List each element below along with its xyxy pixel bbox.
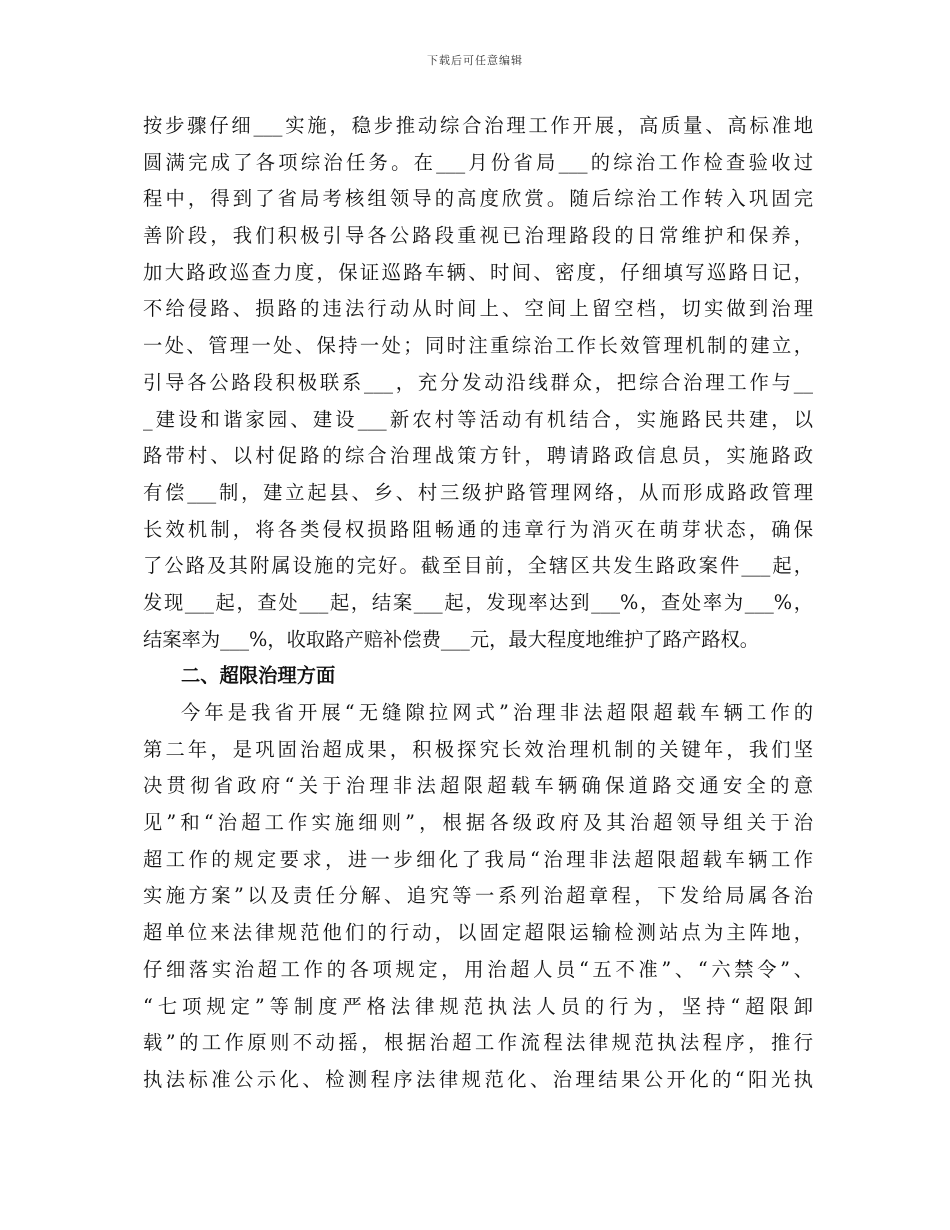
text-line: 按步骤仔细___实施，稳步推动综合治理工作开展，高质量、高标准地 — [143, 114, 813, 137]
text-line: 不给侵路、损路的违法行动从时间上、空间上留空档，切实做到治理 — [143, 297, 813, 321]
text-line: 仔细落实治超工作的各项规定，用治超人员“五不准”、“六禁令”、 — [143, 957, 813, 981]
text-line: 见”和“治超工作实施细则”，根据各级政府及其治超领导组关于治 — [143, 811, 813, 835]
text-line: 引导各公路段积极联系___，充分发动沿线群众，把综合治理工作与__ — [143, 370, 813, 394]
text-line: 路带村、以村促路的综合治理战策方针，聘请路政信息员，实施路政 — [143, 444, 813, 468]
text-line: 第二年，是巩固治超成果，积极探究长效治理机制的关键年，我们坚 — [143, 737, 813, 761]
text-line: 了公路及其附属设施的完好。截至目前，全辖区共发生路政案件___起， — [143, 554, 813, 578]
text-line: 长效机制，将各类侵权损路阻畅通的违章行为消灭在萌芽状态，确保 — [143, 517, 813, 541]
text-line: 超工作的规定要求，进一步细化了我局“治理非法超限超载车辆工作 — [143, 847, 813, 871]
paragraph-comprehensive-governance — [143, 108, 813, 658]
text-line: 圆满完成了各项综治任务。在___月份省局___的综治工作检查验收过 — [143, 150, 813, 174]
paragraph-overload-governance — [143, 695, 813, 1099]
text-line: 有偿___制，建立起县、乡、村三级护路管理网络，从而形成路政管理 — [143, 480, 813, 504]
text-line: _建设和谐家园、建设___新农村等活动有机结合，实施路民共建，以 — [143, 407, 813, 431]
text-line: 发现___起，查处___起，结案___起，发现率达到___%，查处率为___%， — [143, 590, 813, 614]
text-line: “七项规定”等制度严格法律规范执法人员的行为，坚持“超限卸 — [143, 994, 813, 1018]
text-line: 善阶段，我们积极引导各公路段重视已治理路段的日常维护和保养， — [143, 224, 813, 248]
section-heading: 二、超限治理方面 — [181, 664, 336, 688]
document-body — [143, 108, 813, 1099]
page-header: 下载后可任意编辑 — [427, 54, 523, 67]
text-line: 今年是我省开展“无缝隙拉网式”治理非法超限超载车辆工作的 — [181, 701, 813, 724]
text-line: 一处、管理一处、保持一处；同时注重综治工作长效管理机制的建立， — [143, 334, 813, 358]
text-line: 决贯彻省政府“关于治理非法超限超载车辆确保道路交通安全的意 — [143, 774, 813, 798]
text-line: 加大路政巡查力度，保证巡路车辆、时间、密度，仔细填写巡路日记， — [143, 260, 813, 284]
text-line: 程中，得到了省局考核组领导的高度欣赏。随后综治工作转入巩固完 — [143, 187, 813, 211]
text-line: 超单位来法律规范他们的行动，以固定超限运输检测站点为主阵地， — [143, 921, 813, 945]
text-line: 实施方案”以及责任分解、追究等一系列治超章程，下发给局属各治 — [143, 884, 813, 908]
text-line: 执法标准公示化、检测程序法律规范化、治理结果公开化的“阳光执 — [143, 1067, 813, 1091]
text-line: 结案率为___%，收取路产赔补偿费___元，最大程度地维护了路产路权。 — [143, 627, 760, 651]
text-line: 载”的工作原则不动摇，根据治超工作流程法律规范执法程序，推行 — [143, 1031, 813, 1055]
